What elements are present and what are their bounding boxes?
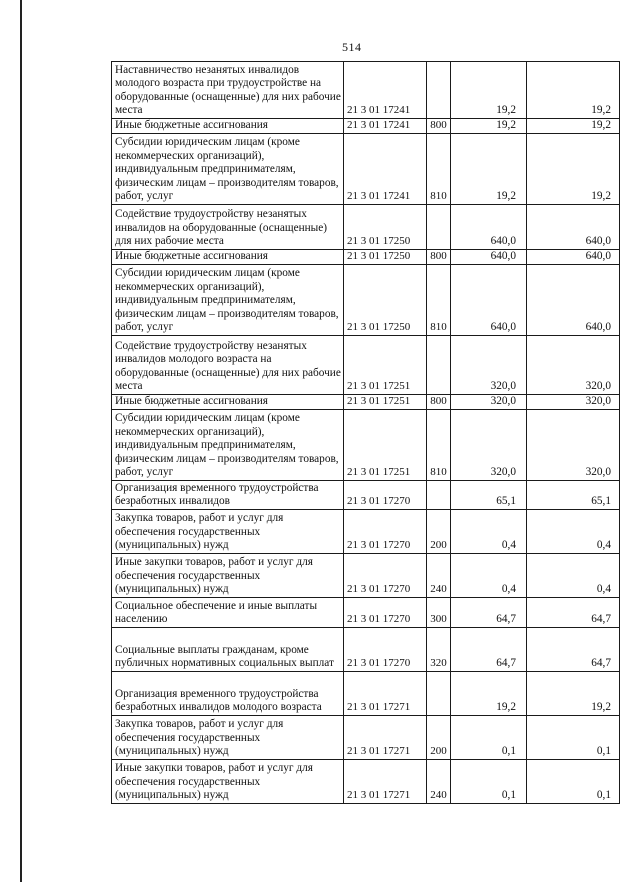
- row-amount-1: 320,0: [451, 395, 527, 410]
- row-amount-1: 19,2: [451, 119, 527, 134]
- table-row: [112, 62, 620, 119]
- row-amount-2: 64,7: [527, 628, 620, 672]
- table-row: [112, 205, 620, 250]
- row-target-code: 21 3 01 17251: [344, 395, 427, 410]
- row-name: Субсидии юридическим лицам (кроме некоммерческих организаций), индивидуальным предпринимателям, физическим лицам – производителям товаров, работ, услуг: [112, 134, 344, 205]
- table-row: [112, 716, 620, 760]
- row-name: Наставничество незанятых инвалидов молодого возраста при трудоустройстве на оборудованные (оснащенные) для них рабочие места: [112, 62, 344, 119]
- row-target-code: 21 3 01 17270: [344, 554, 427, 598]
- row-expense-type: 800: [427, 395, 451, 410]
- row-name: Иные бюджетные ассигнования: [112, 119, 344, 134]
- row-amount-1: 320,0: [451, 336, 527, 395]
- row-target-code: 21 3 01 17250: [344, 250, 427, 265]
- row-name: Организация временного трудоустройства безработных инвалидов: [112, 481, 344, 510]
- row-target-code: 21 3 01 17270: [344, 628, 427, 672]
- row-target-code: 21 3 01 17270: [344, 510, 427, 554]
- table-row: [112, 134, 620, 205]
- row-amount-1: 0,1: [451, 760, 527, 804]
- row-amount-1: 65,1: [451, 481, 527, 510]
- row-expense-type: [427, 481, 451, 510]
- table-row: [112, 598, 620, 628]
- row-expense-type: [427, 336, 451, 395]
- row-amount-1: 320,0: [451, 410, 527, 481]
- row-amount-2: 0,4: [527, 554, 620, 598]
- row-name: Иные бюджетные ассигнования: [112, 250, 344, 265]
- row-expense-type: 800: [427, 250, 451, 265]
- row-amount-2: 640,0: [527, 205, 620, 250]
- row-amount-2: 19,2: [527, 134, 620, 205]
- row-target-code: 21 3 01 17271: [344, 716, 427, 760]
- table-row: [112, 760, 620, 804]
- table-row: [112, 481, 620, 510]
- row-expense-type: 800: [427, 119, 451, 134]
- row-target-code: 21 3 01 17251: [344, 336, 427, 395]
- budget-table-container: [111, 61, 620, 804]
- row-target-code: 21 3 01 17241: [344, 62, 427, 119]
- row-amount-2: 19,2: [527, 672, 620, 716]
- row-amount-1: 19,2: [451, 62, 527, 119]
- row-amount-1: 640,0: [451, 205, 527, 250]
- table-row: [112, 410, 620, 481]
- table-row: [112, 119, 620, 134]
- row-target-code: 21 3 01 17271: [344, 760, 427, 804]
- row-amount-2: 320,0: [527, 336, 620, 395]
- row-amount-2: 0,1: [527, 760, 620, 804]
- row-expense-type: 810: [427, 265, 451, 336]
- row-amount-2: 19,2: [527, 119, 620, 134]
- row-amount-2: 320,0: [527, 395, 620, 410]
- row-name: Содействие трудоустройству незанятых инвалидов на оборудованные (оснащенные) для них рабочие места: [112, 205, 344, 250]
- row-expense-type: 240: [427, 760, 451, 804]
- row-target-code: 21 3 01 17270: [344, 481, 427, 510]
- table-row: [112, 672, 620, 716]
- row-target-code: 21 3 01 17241: [344, 134, 427, 205]
- row-name: Иные закупки товаров, работ и услуг для обеспечения государственных (муниципальных) нужд: [112, 760, 344, 804]
- row-target-code: 21 3 01 17251: [344, 410, 427, 481]
- row-name: Закупка товаров, работ и услуг для обеспечения государственных (муниципальных) нужд: [112, 510, 344, 554]
- row-amount-1: 640,0: [451, 265, 527, 336]
- row-target-code: 21 3 01 17250: [344, 265, 427, 336]
- row-amount-1: 0,4: [451, 510, 527, 554]
- row-amount-1: 64,7: [451, 598, 527, 628]
- row-expense-type: [427, 205, 451, 250]
- table-row: [112, 395, 620, 410]
- row-name: Иные закупки товаров, работ и услуг для обеспечения государственных (муниципальных) нужд: [112, 554, 344, 598]
- row-name: Организация временного трудоустройства безработных инвалидов молодого возраста: [112, 672, 344, 716]
- row-expense-type: 810: [427, 410, 451, 481]
- row-target-code: 21 3 01 17250: [344, 205, 427, 250]
- row-amount-1: 0,4: [451, 554, 527, 598]
- row-amount-2: 64,7: [527, 598, 620, 628]
- row-amount-2: 0,1: [527, 716, 620, 760]
- table-row: [112, 510, 620, 554]
- budget-table-body: [112, 62, 620, 804]
- row-amount-2: 65,1: [527, 481, 620, 510]
- row-amount-2: 19,2: [527, 62, 620, 119]
- row-target-code: 21 3 01 17271: [344, 672, 427, 716]
- table-row: [112, 628, 620, 672]
- table-row: [112, 336, 620, 395]
- page-number: 514: [342, 40, 362, 54]
- row-expense-type: 320: [427, 628, 451, 672]
- row-target-code: 21 3 01 17270: [344, 598, 427, 628]
- budget-table: [111, 61, 620, 804]
- binding-edge-line: [20, 0, 22, 882]
- row-expense-type: 200: [427, 510, 451, 554]
- row-name: Социальное обеспечение и иные выплаты населению: [112, 598, 344, 628]
- row-amount-2: 640,0: [527, 265, 620, 336]
- row-amount-1: 0,1: [451, 716, 527, 760]
- row-name: Субсидии юридическим лицам (кроме некоммерческих организаций), индивидуальным предпринимателям, физическим лицам – производителям товаров, работ, услуг: [112, 265, 344, 336]
- row-name: Иные бюджетные ассигнования: [112, 395, 344, 410]
- row-amount-2: 0,4: [527, 510, 620, 554]
- row-amount-1: 19,2: [451, 672, 527, 716]
- row-name: Содействие трудоустройству незанятых инвалидов молодого возраста на оборудованные (оснащенные) для них рабочие места: [112, 336, 344, 395]
- row-expense-type: 300: [427, 598, 451, 628]
- row-target-code: 21 3 01 17241: [344, 119, 427, 134]
- row-name: Субсидии юридическим лицам (кроме некоммерческих организаций), индивидуальным предпринимателям, физическим лицам – производителям товаров, работ, услуг: [112, 410, 344, 481]
- row-expense-type: 240: [427, 554, 451, 598]
- table-row: [112, 554, 620, 598]
- row-amount-1: 19,2: [451, 134, 527, 205]
- table-row: [112, 265, 620, 336]
- row-expense-type: [427, 62, 451, 119]
- row-expense-type: [427, 672, 451, 716]
- row-amount-2: 320,0: [527, 410, 620, 481]
- table-row: [112, 250, 620, 265]
- row-amount-2: 640,0: [527, 250, 620, 265]
- row-expense-type: 200: [427, 716, 451, 760]
- row-amount-1: 640,0: [451, 250, 527, 265]
- row-expense-type: 810: [427, 134, 451, 205]
- row-amount-1: 64,7: [451, 628, 527, 672]
- row-name: Социальные выплаты гражданам, кроме публичных нормативных социальных выплат: [112, 628, 344, 672]
- row-name: Закупка товаров, работ и услуг для обеспечения государственных (муниципальных) нужд: [112, 716, 344, 760]
